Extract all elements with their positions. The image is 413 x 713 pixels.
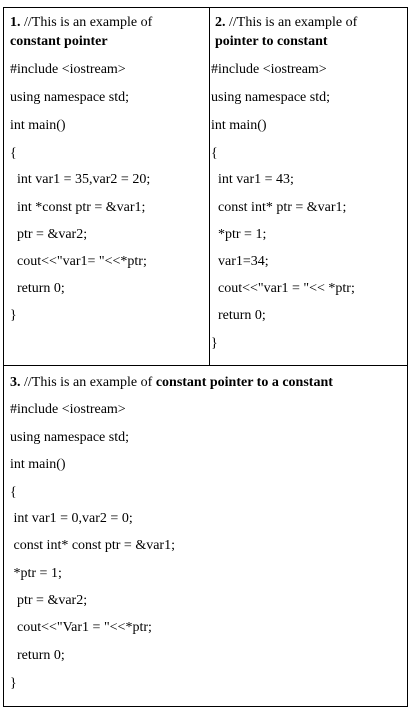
code-line: return 0; [211,308,266,323]
example-3-heading [10,375,333,391]
example-3-number: 3. [10,375,21,390]
code-line: const int* const ptr = &var1; [10,538,175,553]
code-line: cout<<"Var1 = "<<*ptr; [10,620,152,635]
example-1-heading [10,15,152,31]
example-3-box [3,365,408,707]
code-line: #include <iostream> [211,62,327,77]
code-line: #include <iostream> [10,62,126,77]
code-line: int var1 = 0,var2 = 0; [10,511,133,526]
example-1-comment: //This is an example of [20,15,153,30]
example-1-number: 1. [10,15,21,30]
code-line: int main() [211,118,267,133]
code-line: return 0; [10,281,65,296]
example-2-box [209,7,408,366]
code-line: ptr = &var2; [10,227,88,242]
example-1-box [3,7,210,366]
code-line: cout<<"var1= "<<*ptr; [10,254,147,269]
example-3-title: constant pointer to a constant [155,375,333,390]
code-line: int main() [10,118,66,133]
example-2-title: pointer to constant [215,34,328,49]
code-line: } [10,676,17,691]
code-line: using namespace std; [10,430,129,445]
code-line: using namespace std; [10,90,129,105]
example-2-comment: //This is an example of [225,15,358,30]
example-3-comment: //This is an example of [20,375,156,390]
code-line: ptr = &var2; [10,593,88,608]
code-line: *ptr = 1; [10,566,62,581]
code-line: { [10,485,17,500]
code-line: int var1 = 35,var2 = 20; [10,172,151,187]
code-line: { [10,146,17,161]
code-line: cout<<"var1 = "<< *ptr; [211,281,355,296]
example-2-heading [215,15,357,31]
example-1-title: constant pointer [10,34,108,49]
code-line: } [10,308,17,323]
code-line: return 0; [10,648,65,663]
code-line: int *const ptr = &var1; [10,200,146,215]
example-2-number: 2. [215,15,226,30]
code-line: } [211,336,218,351]
code-line: var1=34; [211,254,269,269]
code-line: using namespace std; [211,90,330,105]
code-line: int main() [10,457,66,472]
code-line: int var1 = 43; [211,172,294,187]
code-line: const int* ptr = &var1; [211,200,347,215]
code-line: *ptr = 1; [211,227,267,242]
code-line: { [211,146,218,161]
code-line: #include <iostream> [10,402,126,417]
